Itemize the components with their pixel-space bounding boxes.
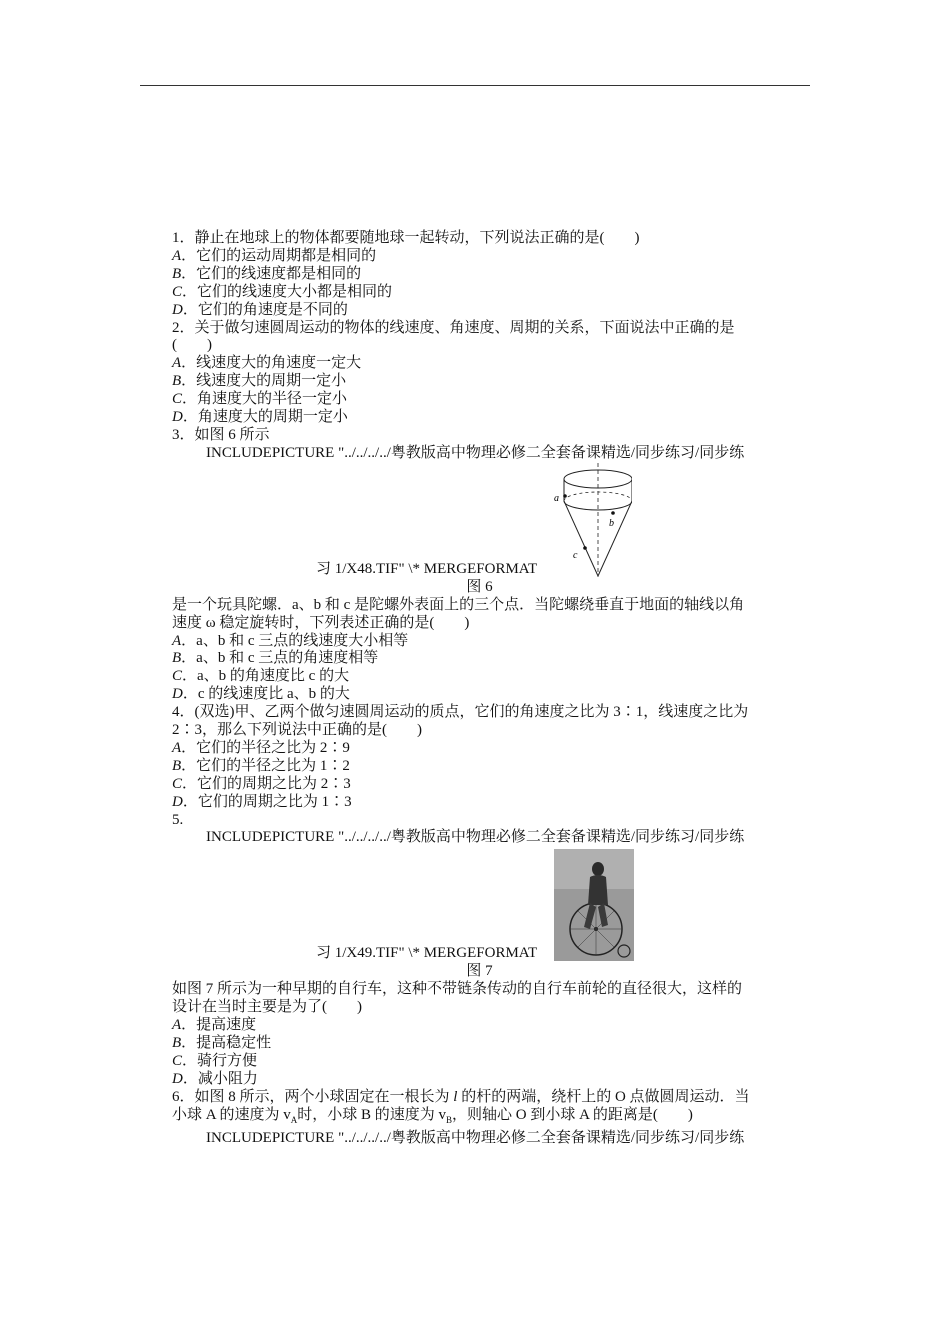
q4-option-d: D．它们的周期之比为 1∶3 [172, 793, 352, 810]
q1-option-a: A．它们的运动周期都是相同的 [172, 247, 377, 264]
q4-option-a: A．它们的半径之比为 2∶9 [172, 739, 350, 756]
penny-farthing-photo [554, 849, 634, 961]
label-b: b [609, 517, 614, 529]
q4-option-c: C．它们的周期之比为 2∶3 [172, 775, 351, 792]
q5-include-field: INCLUDEPICTURE "../../../../粤教版高中物理必修二全套备课精选/同步练习/同步练 [206, 829, 745, 846]
q2-stem-line2: ( ) [172, 337, 212, 354]
q3-include-tail: 习 1/X48.TIF" \* MERGEFORMAT [316, 560, 538, 577]
q5-number: 5. [172, 811, 184, 828]
point-c [583, 546, 587, 550]
q5-option-c: C．骑行方便 [172, 1052, 258, 1069]
figure-6-block [172, 463, 787, 579]
q6-stem-line2: 小球 A 的速度为 $v_A$时，小球 B 的速度为 $v_B$，则轴心 O 到小球 A 的距离是( ) [172, 1106, 693, 1125]
q4-stem-line1: 4．(双选)甲、乙两个做匀速圆周运动的质点，它们的角速度之比为 3∶1，线速度之比为 [172, 704, 749, 721]
figure-7-caption: 图 7 [466, 963, 493, 980]
q2-stem-line1: 2．关于做匀速圆周运动的物体的线速度、角速度、周期的关系，下面说法中正确的是 [172, 319, 735, 336]
q5-option-a: A．提高速度 [172, 1017, 257, 1034]
q1-option-c: C．它们的线速度大小都是相同的 [172, 283, 393, 300]
q1-stem: 1．静止在地球上的物体都要随地球一起转动，下列说法正确的是( ) [172, 230, 640, 246]
figure-7-block [172, 847, 787, 963]
q3-include-field: INCLUDEPICTURE "../../../../粤教版高中物理必修二全套备课精选/同步练习/同步练 [206, 444, 745, 461]
q5-option-b: B．提高稳定性 [172, 1035, 272, 1051]
q3-option-b: B．a、b 和 c 三点的角速度相等 [172, 650, 379, 667]
q3-stem-continue-1: 是一个玩具陀螺．a、b 和 c 是陀螺外表面上的三个点．当陀螺绕垂直于地面的轴线以角 [172, 596, 745, 613]
q2-option-a: A．线速度大的角速度一定大 [172, 355, 362, 372]
header-rule [140, 85, 810, 86]
q1-option-d: D．它们的角速度是不同的 [172, 301, 348, 318]
worksheet-body [172, 230, 787, 1147]
q3-option-d: D．c 的线速度比 a、b 的大 [172, 686, 350, 703]
q1-option-b: B．它们的线速度都是相同的 [172, 265, 362, 282]
q3-option-c: C．a、b 的角速度比 c 的大 [172, 668, 350, 685]
q2-option-b: B．线速度大的周期一定小 [172, 373, 347, 390]
q3-stem-continue-2: 速度 ω 稳定旋转时，下列表述正确的是( ) [172, 614, 470, 631]
figure-6-caption: 图 6 [466, 578, 493, 595]
label-c: c [573, 549, 578, 561]
q4-option-b: B．它们的半径之比为 1∶2 [172, 757, 350, 774]
q3-stem-start: 3．如图 6 所示 [172, 426, 270, 443]
q4-stem-line2: 2∶3，那么下列说法中正确的是( ) [172, 722, 422, 739]
q3-option-a: A．a、b 和 c 三点的线速度大小相等 [172, 632, 409, 649]
q5-stem-line1: 如图 7 所示为一种早期的自行车，这种不带链条传动的自行车前轮的直径很大，这样的 [172, 981, 743, 998]
q2-option-d: D．角速度大的周期一定小 [172, 409, 348, 426]
point-b [611, 511, 615, 515]
q5-option-d: D．减小阻力 [172, 1070, 258, 1087]
q5-stem-line2: 设计在当时主要是为了( ) [172, 999, 362, 1016]
q2-option-c: C．角速度大的半径一定小 [172, 391, 348, 408]
q6-include-field: INCLUDEPICTURE "../../../../粤教版高中物理必修二全套备课精选/同步练习/同步练 [206, 1129, 745, 1146]
q6-stem-line1: 6．如图 8 所示，两个小球固定在一根长为 l 的杆的两端，绕杆上的 O 点做圆周运动．当 [172, 1088, 750, 1105]
spinning-top-diagram [552, 463, 632, 579]
point-a [563, 494, 567, 498]
label-a: a [554, 492, 559, 504]
q5-include-tail: 习 1/X49.TIF" \* MERGEFORMAT [316, 945, 538, 962]
